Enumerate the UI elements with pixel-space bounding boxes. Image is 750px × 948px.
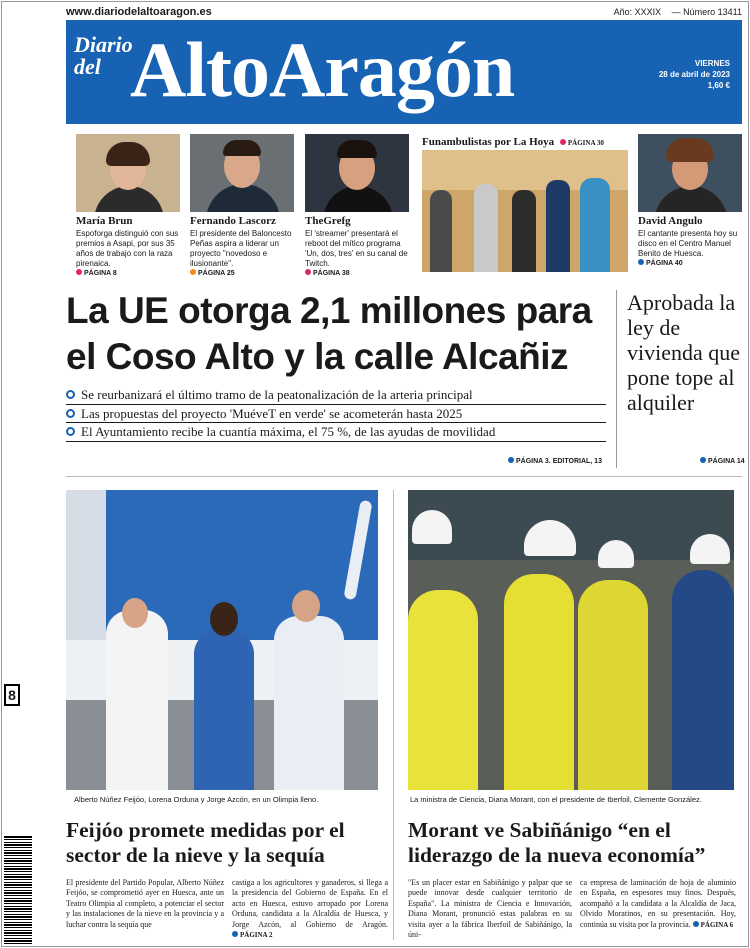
issue-number: — Número 13411 bbox=[671, 7, 742, 17]
teaser-photo bbox=[76, 134, 180, 212]
teaser-desc: El cantante presenta hoy su disco en el Centro Manuel Benito de Huesca. bbox=[638, 229, 738, 258]
side-page-ref: PÁGINA 14 bbox=[700, 457, 745, 465]
feijoo-body-col2: castiga a los agricultores y ganaderos, si llega a la presidencia del Gobierno de España. En el acto en Huesca, estuvo arropado por Lorena Orduna, candidata a la Alcaldía de Huesca, y Jorge Azcón, al Gobierno de Aragón. PÁGINA 2 bbox=[232, 878, 388, 940]
feijoo-page-ref: PÁGINA 2 bbox=[232, 931, 272, 939]
teaser-name: TheGrefg bbox=[305, 215, 351, 227]
bullet-item: El Ayuntamiento recibe la cuantía máxima, el 75 %, de las ayudas de movilidad bbox=[66, 423, 606, 442]
bullet-ring-icon bbox=[66, 409, 75, 418]
main-bullets bbox=[66, 386, 606, 442]
feijoo-photo bbox=[66, 490, 378, 790]
teaser-photo bbox=[638, 134, 742, 212]
morant-caption: La ministra de Ciencia, Diana Morant, con el presidente de Iberfoil, Clemente González. bbox=[410, 795, 702, 804]
divider bbox=[66, 476, 742, 477]
teaser-desc: Espoforga distinguió con sus premios a Asapi, por sus 35 años de trabajo con la raza pirenaica. bbox=[76, 229, 179, 268]
bullet-item: Se reurbanizará el último tramo de la peatonalización de la arteria principal bbox=[66, 386, 606, 405]
funambulistas-title[interactable]: Funambulistas por La Hoya PÁGINA 30 bbox=[422, 136, 604, 148]
teaser-name: Fernando Lascorz bbox=[190, 215, 276, 227]
teaser-name: David Angulo bbox=[638, 215, 703, 227]
funambulistas-page: PÁGINA 30 bbox=[560, 139, 604, 147]
main-headline[interactable]: La UE otorga 2,1 millones para el Coso Alto y la calle Alcañiz bbox=[66, 290, 592, 377]
feijoo-headline[interactable]: Feijóo promete medidas por el sector de la nieve y la sequía bbox=[66, 818, 345, 867]
divider bbox=[616, 290, 617, 468]
morant-headline[interactable]: Morant ve Sabiñánigo “en el liderazgo de la nueva economía” bbox=[408, 818, 706, 867]
morant-body-col1: "Es un placer estar en Sabiñánigo y palpar que se puede innovar desde cualquier territorio de España". La ministra de Ciencia e Innovación, Diana Morant, pronunció estas palabras en su visita ayer a la fábrica Iberfoil de Sabiñánigo, la úni- bbox=[408, 878, 572, 940]
morant-page-ref: PÁGINA 6 bbox=[693, 921, 733, 929]
teaser-david-angulo[interactable] bbox=[638, 134, 742, 267]
bullet-ring-icon bbox=[66, 390, 75, 399]
teaser-page: PÁGINA 25 bbox=[190, 269, 294, 277]
teaser-desc: El 'streamer' presentará el reboot del mítico programa 'Un, dos, tres' en su canal de Twitch. bbox=[305, 229, 408, 268]
teaser-thegrefg[interactable] bbox=[305, 134, 409, 277]
morant-photo bbox=[408, 490, 734, 790]
teaser-name: María Brun bbox=[76, 215, 133, 227]
divider bbox=[393, 490, 394, 940]
bullet-item: Las propuestas del proyecto 'MuéveT en verde' se acometerán hasta 2025 bbox=[66, 405, 606, 424]
funambulistas-photo bbox=[422, 150, 628, 272]
page-marker: 8 bbox=[4, 684, 20, 706]
issue-meta bbox=[606, 7, 742, 17]
teaser-page: PÁGINA 38 bbox=[305, 269, 409, 277]
masthead-title: AltoAragón bbox=[130, 26, 515, 113]
bullet-ring-icon bbox=[66, 427, 75, 436]
side-headline[interactable]: Aprobada la ley de vivienda que pone tope al alquiler bbox=[627, 290, 741, 415]
teaser-page: PÁGINA 8 bbox=[76, 269, 180, 277]
teaser-photo bbox=[190, 134, 294, 212]
teaser-maria-brun[interactable] bbox=[76, 134, 180, 277]
barcode bbox=[4, 836, 32, 944]
main-page-ref: PÁGINA 3. EDITORIAL, 13 bbox=[508, 457, 602, 465]
teaser-desc: El presidente del Baloncesto Peñas aspira a liderar un proyecto "novedoso e ilusionante". bbox=[190, 229, 292, 268]
feijoo-caption: Alberto Núñez Feijóo, Lorena Orduna y Jorge Azcón, en un Olimpia lleno. bbox=[74, 795, 319, 804]
masthead bbox=[66, 20, 742, 124]
masthead-diario-del: Diario del bbox=[74, 32, 133, 79]
issue-year: Año: XXXIX bbox=[613, 7, 662, 17]
teaser-fernando-lascorz[interactable] bbox=[190, 134, 294, 277]
teaser-photo bbox=[305, 134, 409, 212]
masthead-date: VIERNES 28 de abril de 2023 1,60 € bbox=[658, 59, 730, 90]
morant-body-col2: ca empresa de laminación de hoja de aluminio en España, en espesores muy finos. Después, acompañó a la candidata a la Alcaldía de Jaca, Olvido Moratinos, en su presentación. Hoy, continúa su visita por la provincia. PÁGINA 6 bbox=[580, 878, 736, 929]
site-url[interactable]: www.diariodelaltoaragon.es bbox=[66, 6, 212, 18]
feijoo-body-col1: El presidente del Partido Popular, Alberto Núñez Feijóo, se comprometió ayer en Huesca, ante un Teatro Olimpia al completo, a potenciar el sector y las instalaciones de la nieve en la provincia y a luchar contra la sequía que bbox=[66, 878, 224, 929]
teaser-page: PÁGINA 40 bbox=[638, 259, 742, 267]
